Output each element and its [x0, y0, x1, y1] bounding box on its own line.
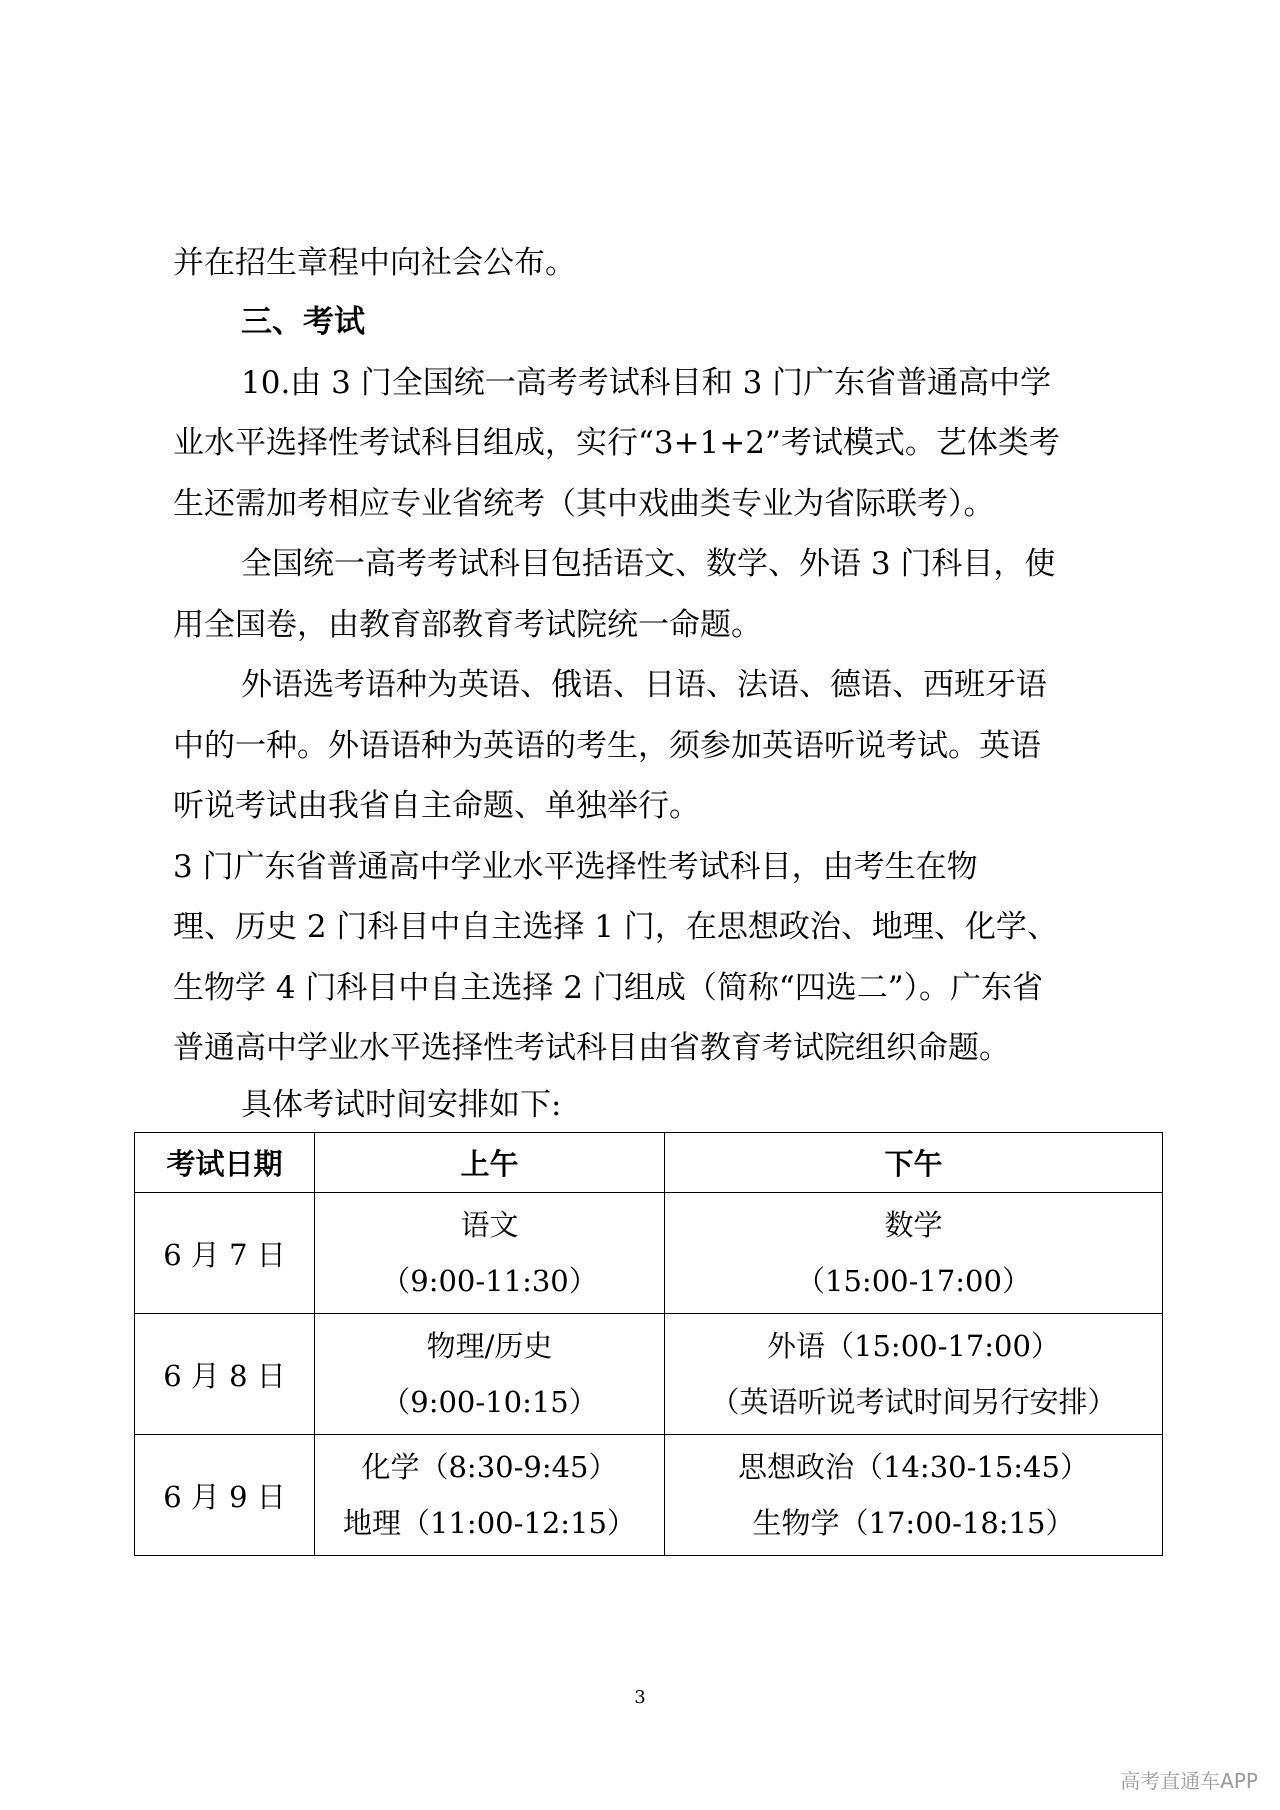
subject-time: 地理（11:00-12:15）: [343, 1506, 636, 1540]
time-range: （9:00-10:15）: [381, 1385, 598, 1419]
afternoon-cell: [665, 1435, 1163, 1556]
paragraph-line: 全国统一高考考试科目包括语文、数学、外语 3 门科目，使: [241, 546, 1056, 582]
time-range: （9:00-11:30）: [381, 1264, 598, 1298]
subject-time: 生物学（17:00-18:15）: [752, 1506, 1075, 1540]
subject-name: 数学: [884, 1208, 943, 1242]
page-number: 3: [634, 1687, 646, 1708]
morning-cell: [315, 1193, 665, 1314]
paragraph-line: 3 门广东省普通高中学业水平选择性考试科目，由考生在物: [173, 849, 978, 885]
subject-name: 语文: [460, 1208, 519, 1242]
table-row: [135, 1435, 1163, 1556]
subject-time: 外语（15:00-17:00）: [767, 1329, 1060, 1363]
app-watermark: 高考直通车APP: [1120, 1769, 1258, 1793]
section-heading: 三、考试: [241, 304, 365, 340]
paragraph-line: 中的一种。外语语种为英语的考生，须参加英语听说考试。英语: [173, 728, 1041, 764]
date-cell: 6 月 7 日: [135, 1193, 315, 1314]
morning-cell: [315, 1314, 665, 1435]
paragraph-line: 普通高中学业水平选择性考试科目由省教育考试院组织命题。: [173, 1030, 1010, 1066]
paragraph-line: 并在招生章程中向社会公布。: [173, 245, 576, 281]
afternoon-cell: [665, 1193, 1163, 1314]
subject-time: 化学（8:30-9:45）: [361, 1450, 618, 1484]
paragraph-line: 外语选考语种为英语、俄语、日语、法语、德语、西班牙语: [241, 667, 1047, 703]
paragraph-line: 生物学 4 门科目中自主选择 2 门组成（简称“四选二”）。广东省: [173, 970, 1044, 1006]
paragraph-line: 理、历史 2 门科目中自主选择 1 门，在思想政治、地理、化学、: [173, 909, 1058, 945]
date-cell: 6 月 9 日: [135, 1435, 315, 1556]
schedule-note: （英语听说考试时间另行安排）: [710, 1385, 1117, 1419]
time-range: （15:00-17:00）: [796, 1264, 1031, 1298]
date-cell: 6 月 8 日: [135, 1314, 315, 1435]
morning-cell: [315, 1435, 665, 1556]
subject-name: 物理/历史: [426, 1329, 553, 1363]
paragraph-line: 生还需加考相应专业省统考（其中戏曲类专业为省际联考）。: [173, 486, 995, 522]
header-morning: 上午: [315, 1133, 665, 1193]
subject-time: 思想政治（14:30-15:45）: [738, 1450, 1089, 1484]
header-date: 考试日期: [135, 1133, 315, 1193]
header-afternoon: 下午: [665, 1133, 1163, 1193]
exam-schedule-table: [134, 1132, 1163, 1556]
paragraph-line: 10.由 3 门全国统一高考考试科目和 3 门广东省普通高中学: [241, 365, 1052, 401]
paragraph-line: 听说考试由我省自主命题、单独举行。: [173, 788, 700, 824]
table-row: [135, 1193, 1163, 1314]
table-header-row: [135, 1133, 1163, 1193]
table-row: [135, 1314, 1163, 1435]
paragraph-line: 用全国卷，由教育部教育考试院统一命题。: [173, 607, 762, 643]
afternoon-cell: [665, 1314, 1163, 1435]
paragraph-line: 业水平选择性考试科目组成，实行“3+1+2”考试模式。艺体类考: [173, 425, 1060, 461]
paragraph-line: 具体考试时间安排如下:: [241, 1087, 562, 1123]
